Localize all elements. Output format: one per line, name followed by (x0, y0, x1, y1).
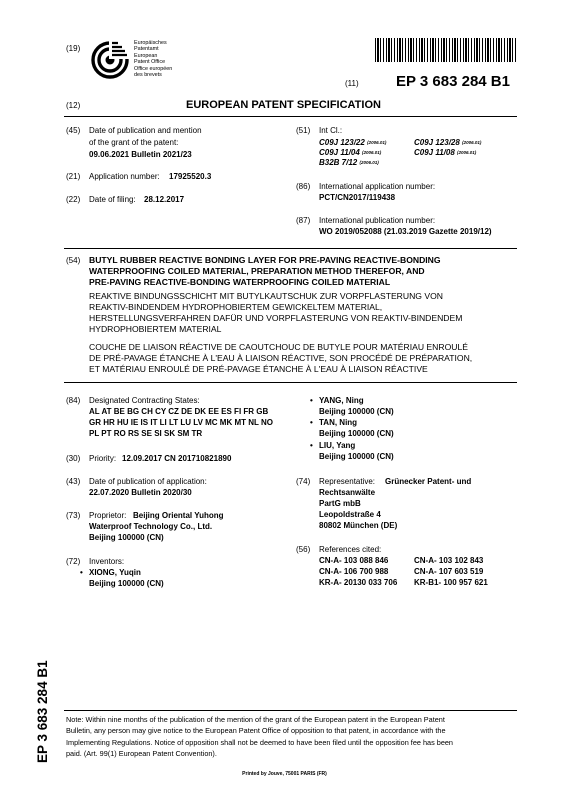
office-names (134, 40, 172, 78)
designated-states: GR HR HU IE IS IT LI LT LU LV MC MK MT NL NO (89, 418, 273, 427)
priority-label: Priority: (89, 454, 117, 463)
title-line: BUTYL RUBBER REACTIVE BONDING LAYER FOR PRE-PAVING REACTIVE-BONDING (89, 255, 441, 265)
inid-73: (73) (66, 511, 81, 520)
note-line: Implementing Regulations. Notice of opposition shall not be deemed to have been filed until the opposition fee has been (66, 737, 453, 747)
representative-name: Grünecker Patent- und (385, 477, 472, 486)
inventor-address: Beijing 100000 (CN) (319, 407, 394, 416)
inventor-address: Beijing 100000 (CN) (319, 429, 394, 438)
printer-note: Printed by Jouve, 75001 PARIS (FR) (242, 771, 327, 777)
epo-logo (90, 40, 130, 80)
ipc-version: (2006.01) (462, 140, 482, 145)
intl-publication-label: International publication number: (319, 216, 436, 225)
title-line: PRE-PAVING REACTIVE-BONDING WATERPROOFING COILED MATERIAL (89, 277, 391, 287)
inventor-name: LIU, Yang (319, 441, 356, 450)
office-name-line: Office européen (134, 65, 173, 72)
title-line: REAKTIVE BINDUNGSSCHICHT MIT BUTYLKAUTSCHUK ZUR VORPFLASTERUNG VON (89, 291, 443, 301)
ipc-code (414, 148, 476, 158)
application-publication-label: Date of publication of application: (89, 477, 207, 486)
title-french (89, 342, 472, 375)
barcode (375, 38, 517, 62)
intl-application-value: PCT/CN2017/119438 (319, 193, 396, 202)
inid-51: (51) (296, 126, 311, 135)
inid-19: (19) (66, 44, 81, 53)
office-name-line: European (134, 52, 158, 59)
bullet: • (310, 418, 313, 427)
ipc-code-text: C09J 123/22 (319, 138, 365, 147)
title-german (89, 291, 462, 335)
grant-date-label: Date of publication and mention (89, 126, 202, 135)
office-name-line: Europäisches (134, 40, 167, 46)
note-line: Note: Within nine months of the publication of the mention of the grant of the European patent in the European Patent (66, 715, 445, 724)
representative-name-2: Rechtsanwälte (319, 488, 376, 497)
priority-value: 12.09.2017 CN 201710821890 (122, 454, 232, 463)
inid-22: (22) (66, 195, 81, 204)
divider (64, 710, 517, 711)
proprietor-name: Beijing Oriental Yuhong (133, 511, 224, 520)
ipc-code-text: C09J 11/08 (414, 148, 455, 157)
title-line: REAKTIV-BINDENDEM HYDROPHOBIERTEM GEWICKELTEM MATERIAL, (89, 302, 383, 312)
ipc-version: (2006.01) (457, 150, 477, 155)
inid-21: (21) (66, 172, 81, 181)
representative-city: 80802 München (DE) (319, 521, 398, 530)
reference: KR-B1- 100 957 621 (414, 578, 488, 587)
document-type: EUROPEAN PATENT SPECIFICATION (186, 99, 381, 111)
inventor-name: YANG, Ning (319, 396, 364, 405)
inventor-name: XIONG, Yuqin (89, 568, 141, 577)
note-line: paid. (Art. 99(1) European Patent Convention). (66, 748, 217, 758)
proprietor-address: Beijing 100000 (CN) (89, 533, 164, 542)
ipc-code-text: B32B 7/12 (319, 158, 358, 167)
side-publication-number: EP 3 683 284 B1 (35, 660, 50, 763)
inid-74: (74) (296, 477, 311, 486)
ipc-code-text: C09J 123/28 (414, 138, 460, 147)
grant-date-value: 09.06.2021 Bulletin 2021/23 (89, 150, 192, 159)
proprietor-name-2: Waterproof Technology Co., Ltd. (89, 522, 213, 531)
inid-54: (54) (66, 256, 81, 265)
bullet: • (80, 568, 83, 577)
inid-84: (84) (66, 396, 81, 405)
designated-states-label: Designated Contracting States: (89, 396, 200, 405)
inid-56: (56) (296, 545, 311, 554)
inid-72: (72) (66, 557, 81, 566)
application-number-value: 17925520.3 (169, 172, 212, 181)
proprietor-label: Proprietor: (89, 511, 127, 520)
office-name-line: Patent Office (134, 59, 166, 66)
reference: CN-A- 103 102 843 (414, 556, 484, 565)
title-line: HYDROPHOBIERTEM MATERIAL (89, 324, 222, 334)
inventor-name: TAN, Ning (319, 418, 358, 427)
title-line: HERSTELLUNGSVERFAHREN DAFÜR UND VORPFLASTERUNG VON REAKTIV-BINDENDEM (89, 313, 463, 323)
intl-application-label: International application number: (319, 182, 436, 191)
office-name-line: Patentamt (134, 46, 159, 53)
representative-name-3: PartG mbB (319, 499, 361, 508)
reference: CN-A- 106 700 988 (319, 567, 389, 576)
intl-publication-value: WO 2019/052088 (21.03.2019 Gazette 2019/12) (319, 227, 492, 236)
inventor-address: Beijing 100000 (CN) (319, 452, 394, 461)
ipc-version: (2006.01) (367, 140, 387, 145)
references-label: References cited: (319, 545, 382, 554)
ipc-code (414, 138, 481, 148)
ipc-code (319, 148, 381, 158)
ipc-code (319, 138, 386, 148)
title-line: DE PRÉ-PAVAGE ÉTANCHE À L'EAU À LIAISON RÉACTIVE, SON PROCÉDÉ DE PRÉPARATION, (89, 353, 473, 363)
filing-date-label: Date of filing: (89, 195, 136, 204)
divider (64, 382, 517, 383)
ipc-version: (2006.01) (362, 150, 382, 155)
note-line: Bulletin, any person may give notice to the European Patent Office of opposition to that patent, in accordance with the (66, 726, 446, 736)
representative-label: Representative: (319, 477, 376, 486)
designated-states: PL PT RO RS SE SI SK SM TR (89, 429, 203, 438)
reference: CN-A- 103 088 846 (319, 556, 389, 565)
reference: CN-A- 107 603 519 (414, 567, 484, 576)
inid-87: (87) (296, 216, 311, 225)
publication-number: EP 3 683 284 B1 (396, 73, 510, 90)
title-line: COUCHE DE LIAISON RÉACTIVE DE CAOUTCHOUC DE BUTYLE POUR MATÉRIAU ENROULÉ (89, 342, 468, 352)
title-line: WATERPROOFING COILED MATERIAL, PREPARATION METHOD THEREFOR, AND (89, 266, 425, 276)
designated-states: AL AT BE BG CH CY CZ DE DK EE ES FI FR GB (89, 407, 269, 416)
title-english (89, 255, 441, 288)
bullet: • (310, 396, 313, 405)
ipc-version: (2006.01) (359, 160, 379, 165)
office-name-line: des brevets (134, 72, 162, 79)
int-cl-label: Int Cl.: (319, 126, 343, 135)
title-line: ET MATÉRIAU ENROULÉ DE PRÉ-PAVAGE ÉTANCHE À L'EAU À LIAISON RÉACTIVE (89, 364, 428, 374)
bullet: • (310, 441, 313, 450)
divider (64, 248, 517, 249)
application-number-label: Application number: (89, 172, 160, 181)
inid-12: (12) (66, 101, 81, 110)
ipc-code-text: C09J 11/04 (319, 148, 360, 157)
application-publication-value: 22.07.2020 Bulletin 2020/30 (89, 488, 192, 497)
reference: KR-A- 20130 033 706 (319, 578, 398, 587)
inid-86: (86) (296, 182, 311, 191)
divider (64, 116, 517, 117)
inventors-label: Inventors: (89, 557, 125, 566)
inid-45: (45) (66, 126, 81, 135)
inventor-address: Beijing 100000 (CN) (89, 579, 164, 588)
filing-date-value: 28.12.2017 (144, 195, 185, 204)
grant-date-label-2: of the grant of the patent: (89, 138, 179, 147)
inid-11: (11) (345, 79, 359, 88)
ipc-code (319, 158, 379, 168)
representative-street: Leopoldstraße 4 (319, 510, 381, 519)
inid-30: (30) (66, 454, 81, 463)
inid-43: (43) (66, 477, 81, 486)
opposition-note (66, 714, 453, 759)
